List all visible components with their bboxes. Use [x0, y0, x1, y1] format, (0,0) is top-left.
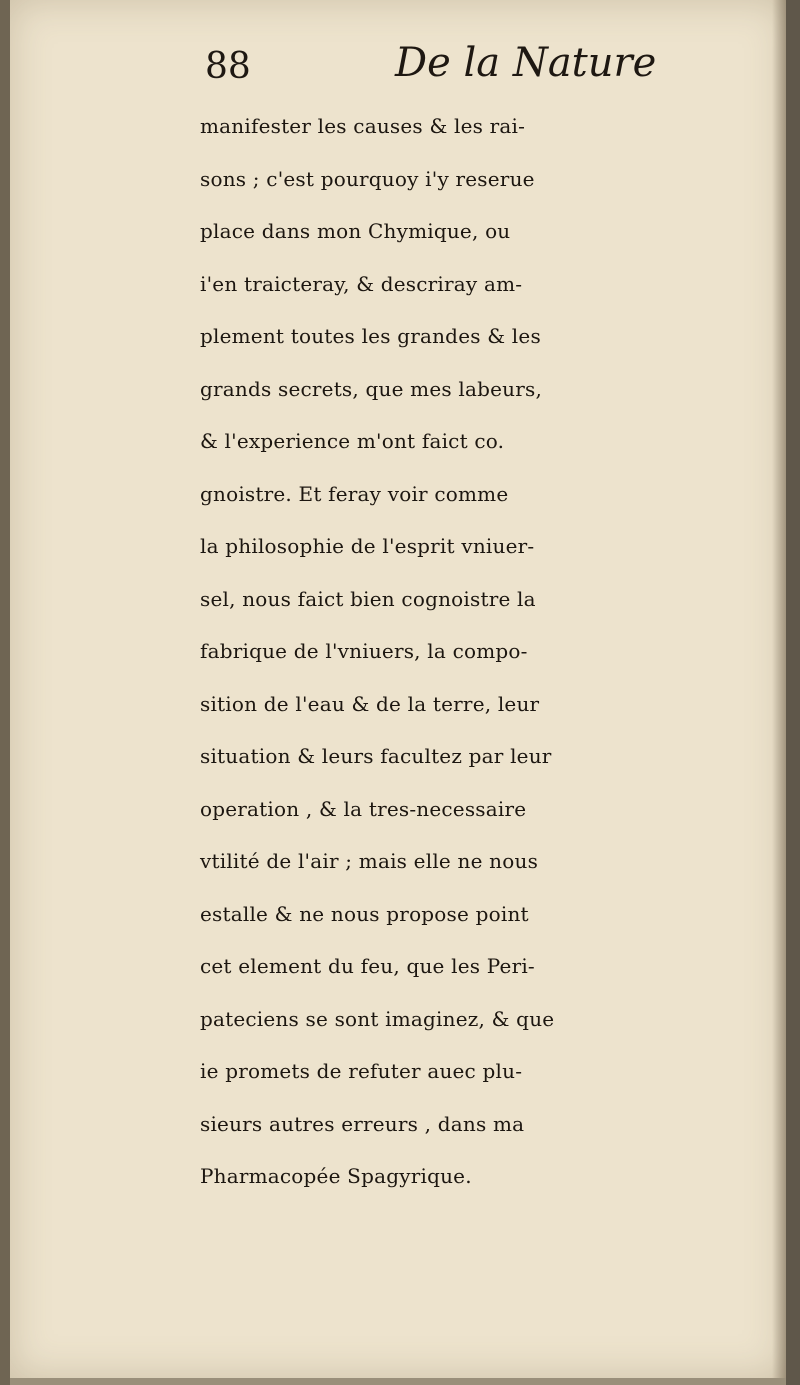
text-line: sel, nous faict bien cognoistre la	[200, 586, 536, 611]
text-line: i'en traicteray, & descriray am-	[200, 271, 523, 296]
text-line: plement toutes les grandes & les	[200, 324, 541, 348]
text-line: operation , & la tres-necessaire	[200, 796, 527, 821]
book-page	[10, 0, 786, 1378]
text-line: fabrique de l'vniuers, la compo-	[200, 639, 528, 663]
text-line: gnoistre. Et feray voir comme	[200, 481, 509, 506]
page-number: 88	[205, 46, 251, 87]
text-line: sition de l'eau & de la terre, leur	[200, 691, 540, 716]
text-line: & l'experience m'ont faict co.	[200, 429, 505, 453]
text-line: Pharmacopée Spagyrique.	[200, 1164, 472, 1188]
text-line: vtilité de l'air ; mais elle ne nous	[200, 849, 539, 873]
running-title: De la Nature	[395, 40, 657, 86]
text-line: manifester les causes & les rai-	[200, 114, 526, 138]
text-line: la philosophie de l'esprit vniuer-	[200, 534, 535, 558]
text-line: ie promets de refuter auec plu-	[200, 1059, 523, 1083]
text-line: sons ; c'est pourquoy i'y reserue	[200, 166, 535, 191]
text-line: estalle & ne nous propose point	[200, 901, 529, 926]
page-header	[205, 40, 675, 100]
text-line: place dans mon Chymique, ou	[200, 219, 511, 243]
text-line: pateciens se sont imaginez, & que	[200, 1006, 555, 1031]
text-line: grands secrets, que mes labeurs,	[200, 376, 543, 401]
page-edge-shadow	[786, 0, 800, 1385]
body-text	[200, 100, 780, 1203]
text-line: cet element du feu, que les Peri-	[200, 954, 535, 978]
text-line: situation & leurs facultez par leur	[200, 744, 552, 768]
text-line: sieurs autres erreurs , dans ma	[200, 1111, 525, 1136]
book-spine-shadow	[0, 0, 10, 1385]
